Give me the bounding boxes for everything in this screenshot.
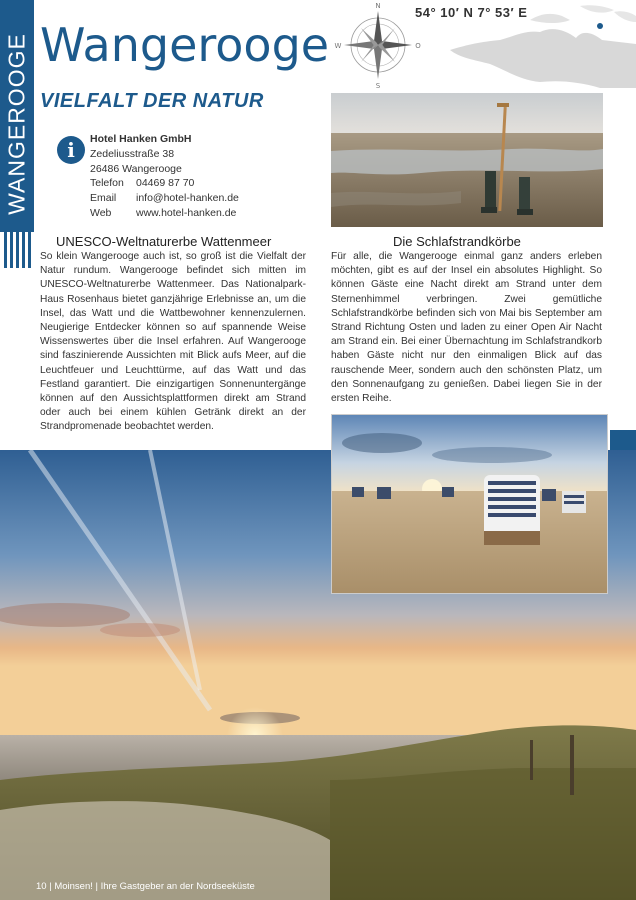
page-subtitle: VIELFALT DER NATUR xyxy=(40,90,264,112)
section-left-text: So klein Wangerooge auch ist, so groß ist die Vielfalt der Natur rundum. Wangerooge befindet sich mitten im UNESCO-Weltnaturerbe Wattenmeer. Das Nationalpark-Haus Rosenhaus bietet ganzjährige Erlebnisse an, um die Insel, das Watt und die Wattbewohner kennenzulernen. Neugierige Entdecker können so auf spannende Weise Wissenswertes über die Insel erfahren. Auf Wangerooge sind faszinierende Aussichten mit Blick aufs Meer, auf die Leuchtfeuer und Leuchttürme, auf das Watt und das Festland garantiert. Die einzigartigen Sonnenuntergänge können auf den Aussichtsplattformen direkt am Strand oder auch bei einem kühlen Getränk direkt an der Strandpromenade beobachtet werden. xyxy=(40,251,306,433)
contact-row-phone xyxy=(90,176,239,191)
email-label: Email xyxy=(90,192,117,205)
contact-row-email xyxy=(90,191,239,206)
side-stripes xyxy=(0,232,34,272)
contact-block xyxy=(90,132,239,221)
page-footer: 10 | Moinsen! | Ihre Gastgeber an der Nordseeküste xyxy=(36,881,255,892)
side-tab-label: WANGEROOGE xyxy=(3,33,30,215)
svg-text:S: S xyxy=(375,82,381,90)
section-right-text: Für alle, die Wangerooge einmal ganz anders erleben möchten, gibt es auf der Insel ein absolutes Highlight. So können Gäste eine Nacht direkt am Strand unter dem Sternenhimmel verbringen. Zwei gemütliche Schlafstrandkörbe befinden sich von Mai bis September am Strand Richtung Osten und laden zu einer Open Air Nacht am Strand ein. Bei einer Übernachtung im Schlafstrandkorb haben Gäste nicht nur den einmaligen Blick auf das rauschende Meer, sondern auch den schönsten Platz, um den Sonnenaufgang zu genießen. Dabei liegen Sie in der ersten Reihe. xyxy=(331,251,602,405)
side-tab xyxy=(0,0,34,232)
contact-row-web xyxy=(90,206,239,221)
svg-text:O: O xyxy=(415,42,421,50)
section-right-heading: Die Schlafstrandkörbe xyxy=(393,234,521,249)
svg-text:W: W xyxy=(334,42,342,50)
mudflat-photo xyxy=(331,93,603,227)
compass-icon xyxy=(335,2,422,90)
email-link[interactable]: info@hotel-hanken.de xyxy=(136,192,239,205)
company-name: Hotel Hanken GmbH xyxy=(90,133,192,145)
phone-value: 04469 87 70 xyxy=(136,177,195,190)
svg-text:N: N xyxy=(375,2,381,10)
web-link[interactable]: www.hotel-hanken.de xyxy=(136,206,237,219)
city: 26486 Wangerooge xyxy=(90,162,182,175)
page-title: Wangerooge xyxy=(40,18,330,72)
info-icon: i xyxy=(57,136,85,164)
web-label: Web xyxy=(90,206,112,219)
coordinates: 54° 10′ N 7° 53′ E xyxy=(415,5,528,20)
street: Zedeliusstraße 38 xyxy=(90,147,175,160)
beach-chair xyxy=(484,475,540,545)
corner-band xyxy=(610,430,636,450)
section-left-heading: UNESCO-Weltnaturerbe Wattenmeer xyxy=(56,234,272,249)
phone-label: Telefon xyxy=(90,177,124,190)
beach-chairs-photo xyxy=(331,414,608,594)
